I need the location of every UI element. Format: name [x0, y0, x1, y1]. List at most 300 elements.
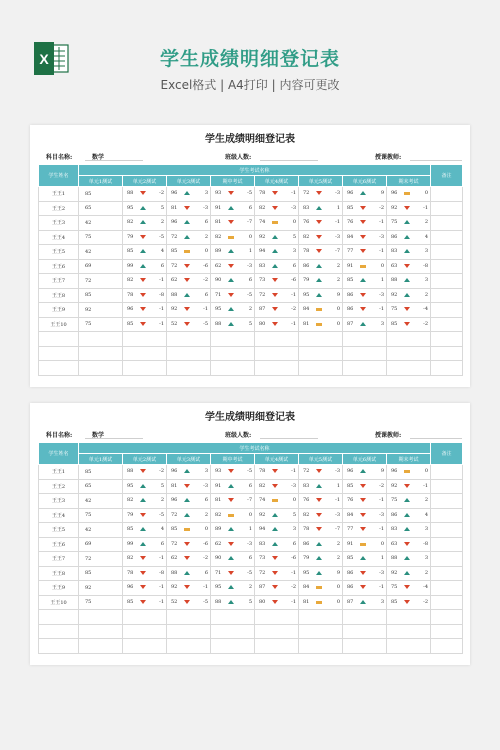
- score-cell[interactable]: [299, 216, 343, 231]
- empty-cell[interactable]: [79, 639, 123, 654]
- score-cell[interactable]: [299, 537, 343, 552]
- score-cell[interactable]: [211, 201, 255, 216]
- score-cell[interactable]: [211, 537, 255, 552]
- empty-cell[interactable]: [255, 332, 299, 347]
- score-cell[interactable]: [123, 201, 167, 216]
- score-cell[interactable]: [123, 187, 167, 202]
- empty-cell[interactable]: [343, 610, 387, 625]
- empty-cell[interactable]: [343, 361, 387, 376]
- trend-up-icon: [184, 513, 190, 517]
- score-change: 5: [248, 320, 252, 327]
- empty-cell[interactable]: [79, 610, 123, 625]
- score-cell[interactable]: [123, 259, 167, 274]
- score-cell[interactable]: [123, 523, 167, 538]
- student-name-cell[interactable]: 王王7: [39, 552, 79, 567]
- empty-cell[interactable]: [211, 610, 255, 625]
- empty-cell[interactable]: [431, 639, 463, 654]
- empty-cell[interactable]: [387, 639, 431, 654]
- note-cell[interactable]: [431, 201, 463, 216]
- trend-down-icon: [360, 307, 366, 311]
- score-cell[interactable]: [211, 303, 255, 318]
- score-cell[interactable]: [211, 216, 255, 231]
- empty-cell[interactable]: [387, 624, 431, 639]
- score-cell[interactable]: [299, 259, 343, 274]
- score-cell[interactable]: [211, 274, 255, 289]
- trend-up-icon: [404, 278, 410, 282]
- score-cell[interactable]: [167, 581, 211, 596]
- score-cell[interactable]: 75: [79, 230, 123, 245]
- score-cell[interactable]: [167, 523, 211, 538]
- student-name-cell[interactable]: 王王4: [39, 230, 79, 245]
- student-name-cell[interactable]: 王王1: [39, 187, 79, 202]
- score-change: -6: [291, 277, 296, 283]
- score-cell[interactable]: [211, 245, 255, 260]
- score-cell[interactable]: [255, 303, 299, 318]
- score-cell[interactable]: [343, 523, 387, 538]
- score-cell[interactable]: [343, 552, 387, 567]
- table-row: [39, 566, 463, 581]
- empty-cell[interactable]: [343, 639, 387, 654]
- score-cell[interactable]: [343, 216, 387, 231]
- score-value: 81: [171, 204, 178, 211]
- score-change: -8: [159, 291, 164, 298]
- trend-down-icon: [184, 484, 190, 488]
- empty-cell[interactable]: [431, 332, 463, 347]
- score-cell[interactable]: [343, 537, 387, 552]
- empty-cell[interactable]: [123, 346, 167, 361]
- note-cell[interactable]: [431, 523, 463, 538]
- score-cell[interactable]: [123, 288, 167, 303]
- score-cell[interactable]: [387, 216, 431, 231]
- score-cell[interactable]: [211, 465, 255, 480]
- empty-cell[interactable]: [79, 624, 123, 639]
- score-cell[interactable]: [167, 187, 211, 202]
- score-cell[interactable]: [123, 274, 167, 289]
- score-change: 0: [248, 233, 252, 240]
- score-cell[interactable]: [255, 245, 299, 260]
- score-value: 91: [347, 262, 354, 269]
- score-value: 85: [347, 482, 354, 489]
- empty-cell[interactable]: [387, 610, 431, 625]
- score-cell[interactable]: [343, 245, 387, 260]
- score-cell[interactable]: [211, 595, 255, 610]
- note-cell[interactable]: [431, 303, 463, 318]
- empty-cell[interactable]: [299, 639, 343, 654]
- empty-cell[interactable]: [211, 361, 255, 376]
- score-cell[interactable]: [299, 595, 343, 610]
- score-cell[interactable]: 75: [79, 595, 123, 610]
- trend-up-icon: [316, 556, 322, 560]
- score-cell[interactable]: [387, 288, 431, 303]
- score-cell[interactable]: [299, 201, 343, 216]
- trend-up-icon: [140, 220, 146, 224]
- score-value: 95: [215, 306, 222, 312]
- score-cell[interactable]: [255, 465, 299, 480]
- score-cell[interactable]: [387, 494, 431, 509]
- score-cell[interactable]: [387, 230, 431, 245]
- score-cell[interactable]: [123, 245, 167, 260]
- empty-cell[interactable]: [211, 346, 255, 361]
- score-cell[interactable]: [167, 216, 211, 231]
- empty-cell[interactable]: [255, 346, 299, 361]
- score-value: 72: [171, 511, 178, 518]
- score-cell[interactable]: [167, 317, 211, 332]
- empty-cell[interactable]: [211, 639, 255, 654]
- score-cell[interactable]: [123, 581, 167, 596]
- score-cell[interactable]: [211, 187, 255, 202]
- score-cell[interactable]: [343, 274, 387, 289]
- score-cell[interactable]: [255, 552, 299, 567]
- score-cell[interactable]: [387, 259, 431, 274]
- empty-cell[interactable]: [167, 346, 211, 361]
- score-cell[interactable]: [255, 216, 299, 231]
- score-cell[interactable]: [343, 317, 387, 332]
- score-cell[interactable]: [123, 508, 167, 523]
- score-cell[interactable]: [167, 566, 211, 581]
- note-cell[interactable]: [431, 230, 463, 245]
- empty-cell[interactable]: [299, 624, 343, 639]
- empty-cell[interactable]: [167, 332, 211, 347]
- score-cell[interactable]: [255, 259, 299, 274]
- trend-up-icon: [404, 293, 410, 297]
- empty-cell[interactable]: [39, 639, 79, 654]
- score-cell[interactable]: [343, 230, 387, 245]
- note-cell[interactable]: [431, 581, 463, 596]
- empty-cell[interactable]: [167, 624, 211, 639]
- score-cell[interactable]: [299, 566, 343, 581]
- note-cell[interactable]: [431, 465, 463, 480]
- score-cell[interactable]: [123, 494, 167, 509]
- score-change: -1: [379, 248, 384, 254]
- score-cell[interactable]: [299, 245, 343, 260]
- score-cell[interactable]: [211, 552, 255, 567]
- score-cell[interactable]: [255, 230, 299, 245]
- score-cell[interactable]: [387, 274, 431, 289]
- score-cell[interactable]: [123, 566, 167, 581]
- score-cell[interactable]: [299, 288, 343, 303]
- empty-cell[interactable]: [123, 610, 167, 625]
- score-cell[interactable]: [299, 494, 343, 509]
- score-cell[interactable]: 69: [79, 537, 123, 552]
- score-cell[interactable]: 69: [79, 259, 123, 274]
- score-change: -5: [159, 511, 164, 518]
- score-cell[interactable]: [387, 465, 431, 480]
- note-cell[interactable]: [431, 595, 463, 610]
- note-cell[interactable]: [431, 216, 463, 231]
- score-cell[interactable]: [211, 523, 255, 538]
- score-cell[interactable]: [299, 317, 343, 332]
- score-cell[interactable]: [299, 303, 343, 318]
- empty-cell[interactable]: [123, 332, 167, 347]
- student-name-cell[interactable]: 王王9: [39, 581, 79, 596]
- score-cell[interactable]: [167, 230, 211, 245]
- score-cell[interactable]: [123, 479, 167, 494]
- score-cell[interactable]: 72: [79, 274, 123, 289]
- score-cell[interactable]: [123, 317, 167, 332]
- col-test-header: 单元3测试: [167, 454, 211, 465]
- student-name-cell[interactable]: 王王10: [39, 317, 79, 332]
- student-name-cell[interactable]: 王王6: [39, 537, 79, 552]
- score-cell[interactable]: [167, 494, 211, 509]
- score-cell[interactable]: [255, 595, 299, 610]
- score-cell[interactable]: [299, 581, 343, 596]
- score-cell[interactable]: 42: [79, 216, 123, 231]
- score-cell[interactable]: [211, 259, 255, 274]
- score-cell[interactable]: [255, 201, 299, 216]
- score-change: -7: [335, 526, 340, 532]
- score-cell[interactable]: [255, 288, 299, 303]
- score-cell[interactable]: [343, 508, 387, 523]
- score-cell[interactable]: 85: [79, 288, 123, 303]
- score-cell[interactable]: [255, 537, 299, 552]
- score-cell[interactable]: [343, 479, 387, 494]
- score-cell[interactable]: [299, 479, 343, 494]
- score-cell[interactable]: [343, 595, 387, 610]
- empty-cell[interactable]: [167, 639, 211, 654]
- note-cell[interactable]: [431, 274, 463, 289]
- student-name-cell[interactable]: 王王6: [39, 259, 79, 274]
- score-cell[interactable]: [167, 259, 211, 274]
- trend-eq-icon: [316, 586, 322, 589]
- score-cell[interactable]: 75: [79, 508, 123, 523]
- score-cell[interactable]: [211, 581, 255, 596]
- score-cell[interactable]: [167, 274, 211, 289]
- score-cell[interactable]: [167, 465, 211, 480]
- score-cell[interactable]: [387, 552, 431, 567]
- empty-cell[interactable]: [431, 624, 463, 639]
- score-cell[interactable]: [299, 552, 343, 567]
- score-cell[interactable]: [343, 288, 387, 303]
- student-name-cell[interactable]: 王王2: [39, 479, 79, 494]
- score-cell[interactable]: [387, 566, 431, 581]
- score-cell[interactable]: [123, 552, 167, 567]
- trend-up-icon: [316, 278, 322, 282]
- student-name-cell[interactable]: 王王2: [39, 201, 79, 216]
- score-cell[interactable]: [211, 288, 255, 303]
- empty-cell[interactable]: [39, 624, 79, 639]
- student-name-cell[interactable]: 王王10: [39, 595, 79, 610]
- note-cell[interactable]: [431, 508, 463, 523]
- empty-cell[interactable]: [167, 361, 211, 376]
- score-cell[interactable]: 72: [79, 552, 123, 567]
- empty-cell[interactable]: [39, 610, 79, 625]
- score-value: 85: [127, 598, 134, 605]
- empty-cell[interactable]: [255, 361, 299, 376]
- empty-cell[interactable]: [79, 332, 123, 347]
- trend-down-icon: [140, 571, 146, 575]
- score-cell[interactable]: 42: [79, 494, 123, 509]
- score-cell[interactable]: 85: [79, 465, 123, 480]
- empty-cell[interactable]: [123, 624, 167, 639]
- subject-underline: [85, 160, 143, 161]
- score-cell[interactable]: [343, 259, 387, 274]
- note-cell[interactable]: [431, 494, 463, 509]
- student-name-cell[interactable]: 王王1: [39, 465, 79, 480]
- score-cell[interactable]: [255, 494, 299, 509]
- score-cell[interactable]: [343, 581, 387, 596]
- score-value: 82: [127, 277, 134, 283]
- student-name-cell[interactable]: 王王8: [39, 566, 79, 581]
- score-cell[interactable]: [123, 303, 167, 318]
- note-cell[interactable]: [431, 245, 463, 260]
- score-cell[interactable]: [167, 245, 211, 260]
- empty-cell[interactable]: [431, 361, 463, 376]
- score-cell[interactable]: 42: [79, 523, 123, 538]
- note-cell[interactable]: [431, 566, 463, 581]
- score-cell[interactable]: 85: [79, 187, 123, 202]
- empty-cell[interactable]: [79, 361, 123, 376]
- score-cell[interactable]: [167, 288, 211, 303]
- score-cell[interactable]: [299, 187, 343, 202]
- score-cell[interactable]: [299, 230, 343, 245]
- score-cell[interactable]: 65: [79, 201, 123, 216]
- note-cell[interactable]: [431, 317, 463, 332]
- score-cell[interactable]: [211, 479, 255, 494]
- score-cell[interactable]: [255, 581, 299, 596]
- score-cell[interactable]: [255, 317, 299, 332]
- score-cell[interactable]: [299, 465, 343, 480]
- score-change: 0: [424, 468, 429, 474]
- table-row: [39, 465, 463, 480]
- score-cell[interactable]: [255, 479, 299, 494]
- empty-cell[interactable]: [255, 639, 299, 654]
- student-name-cell[interactable]: 王王9: [39, 303, 79, 318]
- score-cell[interactable]: [387, 187, 431, 202]
- student-name-cell[interactable]: 王王3: [39, 216, 79, 231]
- score-cell[interactable]: [387, 537, 431, 552]
- empty-cell[interactable]: [255, 610, 299, 625]
- student-name-cell[interactable]: 王王7: [39, 274, 79, 289]
- score-cell[interactable]: [123, 537, 167, 552]
- score-cell[interactable]: [299, 274, 343, 289]
- class-count-underline: [260, 160, 318, 161]
- score-cell[interactable]: [343, 201, 387, 216]
- score-cell[interactable]: [123, 595, 167, 610]
- empty-cell[interactable]: [343, 332, 387, 347]
- score-cell[interactable]: [343, 566, 387, 581]
- score-cell[interactable]: [299, 508, 343, 523]
- empty-cell[interactable]: [299, 361, 343, 376]
- score-value: 91: [215, 482, 222, 489]
- empty-cell[interactable]: [39, 346, 79, 361]
- score-cell[interactable]: 42: [79, 245, 123, 260]
- score-change: 2: [336, 540, 340, 547]
- empty-cell[interactable]: [79, 346, 123, 361]
- score-value: 96: [391, 468, 398, 474]
- score-cell[interactable]: 92: [79, 303, 123, 318]
- score-cell[interactable]: [167, 479, 211, 494]
- note-cell[interactable]: [431, 288, 463, 303]
- empty-cell[interactable]: [431, 610, 463, 625]
- score-cell[interactable]: [167, 303, 211, 318]
- empty-cell[interactable]: [299, 610, 343, 625]
- empty-cell[interactable]: [211, 624, 255, 639]
- empty-cell[interactable]: [431, 346, 463, 361]
- note-cell[interactable]: [431, 479, 463, 494]
- score-change: 2: [424, 291, 429, 298]
- score-cell[interactable]: [255, 274, 299, 289]
- score-change: 3: [380, 598, 384, 605]
- score-cell[interactable]: [255, 187, 299, 202]
- score-cell[interactable]: [387, 595, 431, 610]
- score-cell[interactable]: [167, 552, 211, 567]
- student-name-cell[interactable]: 王王3: [39, 494, 79, 509]
- score-cell[interactable]: [387, 523, 431, 538]
- note-cell[interactable]: [431, 552, 463, 567]
- note-cell[interactable]: [431, 537, 463, 552]
- score-change: -3: [379, 233, 384, 240]
- score-cell[interactable]: [123, 216, 167, 231]
- score-cell[interactable]: [211, 230, 255, 245]
- score-cell[interactable]: [387, 201, 431, 216]
- empty-cell[interactable]: [299, 332, 343, 347]
- score-cell[interactable]: [211, 317, 255, 332]
- empty-cell[interactable]: [123, 639, 167, 654]
- empty-cell[interactable]: [255, 624, 299, 639]
- score-cell[interactable]: [387, 245, 431, 260]
- score-cell[interactable]: [211, 566, 255, 581]
- score-cell[interactable]: [255, 508, 299, 523]
- score-cell[interactable]: [167, 595, 211, 610]
- empty-cell[interactable]: [211, 332, 255, 347]
- empty-cell[interactable]: [123, 361, 167, 376]
- score-cell[interactable]: [387, 479, 431, 494]
- empty-cell[interactable]: [167, 610, 211, 625]
- score-cell[interactable]: [255, 523, 299, 538]
- score-change: 0: [204, 526, 208, 532]
- score-cell[interactable]: 65: [79, 479, 123, 494]
- student-name-cell[interactable]: 王王5: [39, 245, 79, 260]
- note-cell[interactable]: [431, 259, 463, 274]
- score-cell[interactable]: [299, 523, 343, 538]
- score-cell[interactable]: [343, 187, 387, 202]
- score-cell[interactable]: [387, 317, 431, 332]
- score-cell[interactable]: 75: [79, 317, 123, 332]
- empty-cell[interactable]: [39, 361, 79, 376]
- score-cell[interactable]: [343, 494, 387, 509]
- student-name-cell[interactable]: 王王4: [39, 508, 79, 523]
- trend-eq-icon: [404, 192, 410, 195]
- empty-cell[interactable]: [39, 332, 79, 347]
- score-cell[interactable]: [167, 508, 211, 523]
- score-cell[interactable]: 85: [79, 566, 123, 581]
- student-name-cell[interactable]: 王王5: [39, 523, 79, 538]
- score-cell[interactable]: [387, 581, 431, 596]
- score-cell[interactable]: [387, 303, 431, 318]
- score-cell[interactable]: [255, 566, 299, 581]
- score-cell[interactable]: [123, 230, 167, 245]
- score-cell[interactable]: [211, 508, 255, 523]
- trend-down-icon: [272, 571, 278, 575]
- empty-cell[interactable]: [387, 346, 431, 361]
- empty-cell[interactable]: [343, 624, 387, 639]
- empty-cell[interactable]: [387, 361, 431, 376]
- score-value: 80: [259, 320, 266, 327]
- score-cell[interactable]: [167, 201, 211, 216]
- score-cell[interactable]: [387, 508, 431, 523]
- score-cell[interactable]: [343, 303, 387, 318]
- empty-cell[interactable]: [387, 332, 431, 347]
- score-cell[interactable]: [123, 465, 167, 480]
- score-cell[interactable]: [211, 494, 255, 509]
- empty-cell[interactable]: [343, 346, 387, 361]
- empty-cell[interactable]: [299, 346, 343, 361]
- score-cell[interactable]: [343, 465, 387, 480]
- student-name-cell[interactable]: 王王8: [39, 288, 79, 303]
- score-cell[interactable]: 92: [79, 581, 123, 596]
- note-cell[interactable]: [431, 187, 463, 202]
- score-cell[interactable]: [167, 537, 211, 552]
